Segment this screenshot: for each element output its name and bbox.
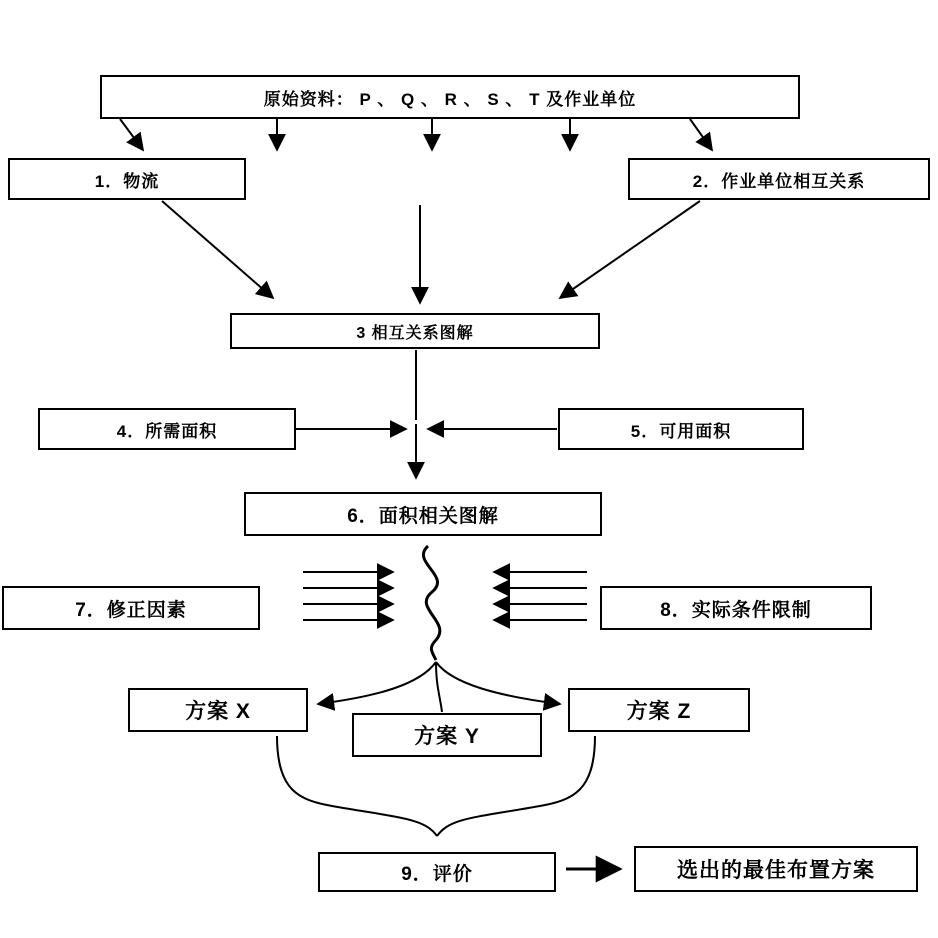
- node-material-flow[interactable]: [8, 158, 246, 200]
- node-relationship-diagram[interactable]: [230, 313, 600, 349]
- node-area-available[interactable]: [558, 408, 804, 450]
- node-activity-relationship-label: 2．作业单位相互关系: [692, 171, 866, 191]
- node-evaluation-label: 9．评价: [401, 863, 473, 885]
- node-plan-z-label: 方案 Z: [626, 700, 692, 723]
- wavy-spine: [423, 546, 439, 660]
- node-source-data-label: 原始资料： P 、 Q 、 R 、 S 、 T 及作业单位: [263, 89, 637, 109]
- limitation-arrows: [494, 572, 587, 620]
- node-plan-y[interactable]: [352, 713, 542, 757]
- node-relationship-diagram-label: 3 相互关系图解: [356, 324, 474, 342]
- node-best-layout-plan[interactable]: [634, 846, 918, 892]
- node-best-layout-plan-label: 选出的最佳布置方案: [677, 859, 875, 882]
- node-area-needed[interactable]: [38, 408, 296, 450]
- node-correction-factors[interactable]: [2, 586, 260, 630]
- relation-to-area-arrows: [296, 350, 557, 478]
- node-area-needed-label: 4．所需面积: [116, 421, 218, 441]
- node-plan-x[interactable]: [128, 688, 308, 732]
- plan-branch-lines: [318, 662, 560, 712]
- node-plan-z[interactable]: [568, 688, 750, 732]
- node-area-relationship-diagram[interactable]: [244, 492, 602, 536]
- node-material-flow-label: 1．物流: [94, 171, 160, 191]
- node-practical-limitations[interactable]: [600, 586, 872, 630]
- to-relation-diagram-arrows: [162, 201, 700, 303]
- node-evaluation[interactable]: [318, 852, 556, 892]
- node-plan-y-label: 方案 Y: [414, 725, 480, 748]
- node-correction-factors-label: 7．修正因素: [75, 599, 187, 621]
- correction-arrows: [303, 572, 393, 620]
- source-fan-arrows: [120, 119, 712, 150]
- node-area-relationship-diagram-label: 6．面积相关图解: [347, 505, 499, 527]
- node-source-data[interactable]: [100, 75, 800, 119]
- node-practical-limitations-label: 8．实际条件限制: [660, 599, 812, 621]
- node-activity-relationship[interactable]: [628, 158, 930, 200]
- node-area-available-label: 5．可用面积: [630, 421, 732, 441]
- node-plan-x-label: 方案 X: [185, 700, 251, 723]
